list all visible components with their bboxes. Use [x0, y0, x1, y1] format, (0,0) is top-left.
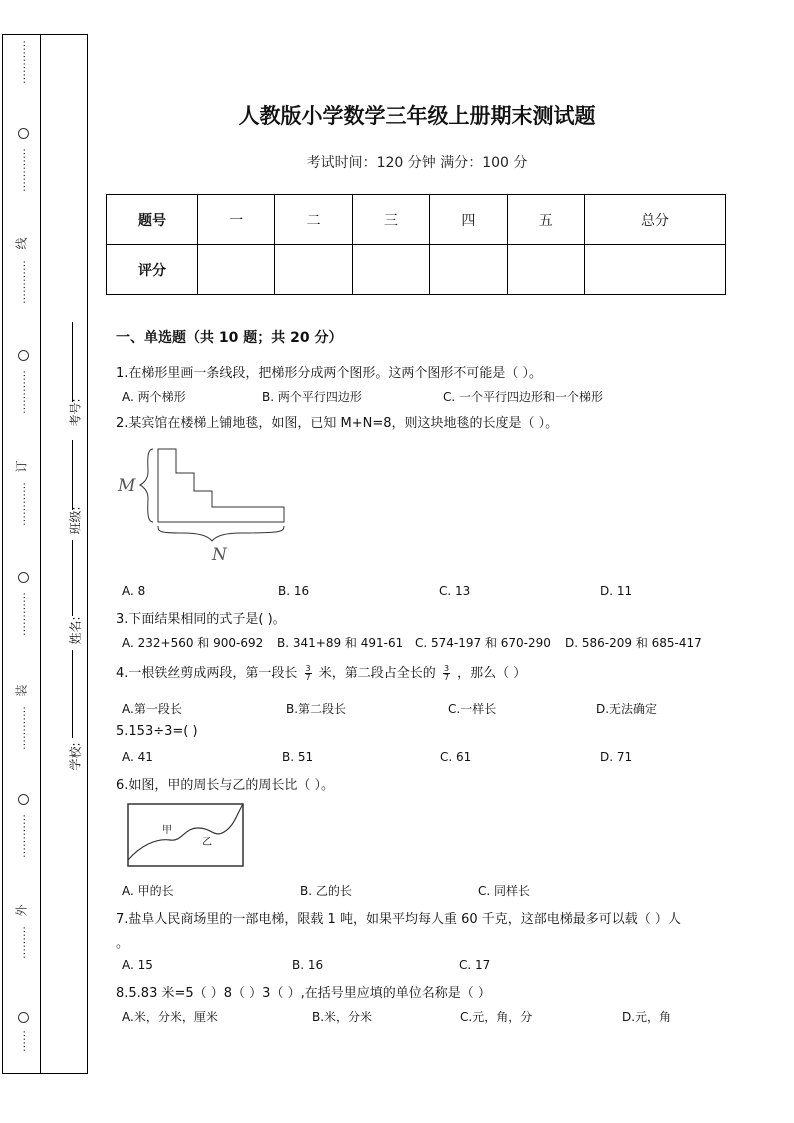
question-3: 3.下面结果相同的式子是( )。 [116, 612, 286, 627]
table-cell: 评分 [107, 245, 198, 295]
dotted-line: ⋯⋯⋯⋯ [18, 814, 31, 858]
dotted-line: ⋯⋯⋯⋯ [18, 148, 31, 192]
option[interactable]: C. 574-197 和 670-290 [415, 636, 551, 650]
table-row [107, 245, 726, 295]
question-1: 1.在梯形里画一条线段，把梯形分成两个图形。这两个图形不可能是（ ）。 [116, 366, 543, 381]
option[interactable]: A. 232+560 和 900-692 [122, 636, 264, 650]
dotted-line: ⋯⋯⋯⋯ [18, 706, 31, 750]
jia-label: 甲 [162, 825, 172, 836]
jia-yi-figure [126, 802, 246, 868]
option[interactable]: A. 两个梯形 [122, 390, 186, 404]
exam-number-label: 考号: [68, 398, 83, 427]
option[interactable]: A. 41 [122, 750, 153, 764]
dotted-line: ⋯⋯⋯⋯ [18, 40, 31, 84]
page-title: 人教版小学数学三年级上册期末测试题 [238, 103, 596, 128]
option[interactable]: C. 13 [439, 584, 471, 598]
option[interactable]: D. 586-209 和 685-417 [565, 636, 702, 650]
binding-circle [18, 1012, 29, 1023]
denominator: 7 [305, 673, 311, 682]
dotted-line: ⋯⋯ [18, 1030, 31, 1052]
name-line[interactable] [72, 540, 73, 616]
option[interactable]: C.元，角，分 [460, 1010, 533, 1024]
dotted-line: ⋯⋯⋯⋯ [18, 482, 31, 526]
option[interactable]: B.米，分米 [312, 1010, 373, 1024]
table-cell: 题号 [107, 195, 198, 245]
question-7-continued: 。 [116, 936, 130, 951]
table-cell: 一 [198, 195, 275, 245]
question-5: 5.153÷3=( ) [116, 724, 198, 739]
question-2: 2.某宾馆在楼梯上铺地毯，如图，已知 M+N=8，则这块地毯的长度是（ ）。 [116, 416, 559, 431]
score-cell[interactable] [352, 245, 429, 295]
option[interactable]: B.第二段长 [286, 702, 347, 716]
score-cell[interactable] [430, 245, 507, 295]
dotted-line: ⋯⋯⋯ [18, 926, 31, 959]
binding-mark: 装 [14, 684, 29, 697]
class-line[interactable] [72, 440, 73, 510]
binding-mark: 线 [14, 237, 29, 250]
fraction [443, 665, 450, 682]
exam-number-line[interactable] [72, 322, 73, 402]
binding-circle [18, 794, 29, 805]
option[interactable]: C.一样长 [448, 702, 497, 716]
question-4 [116, 662, 526, 682]
binding-circle [18, 572, 29, 583]
binding-mark: 外 [14, 904, 29, 917]
binding-circle [18, 350, 29, 361]
yi-label: 乙 [202, 837, 212, 848]
option[interactable]: C. 同样长 [478, 884, 531, 898]
table-row [107, 195, 726, 245]
school-line[interactable] [72, 650, 73, 738]
margin-divider [40, 34, 41, 1074]
table-cell: 五 [507, 195, 584, 245]
stem-part: 4.一根铁丝剪成两段，第一段长 [116, 666, 298, 681]
option[interactable]: B. 51 [282, 750, 314, 764]
dotted-line: ⋯⋯⋯⋯ [18, 370, 31, 414]
name-label: 姓名: [68, 616, 83, 645]
dotted-line: ⋯⋯⋯⋯ [18, 592, 31, 636]
question-6: 6.如图，甲的周长与乙的周长比（ ）。 [116, 778, 335, 793]
dotted-line: ⋯⋯⋯⋯ [18, 260, 31, 304]
option[interactable]: C. 61 [440, 750, 472, 764]
option[interactable]: A.米，分米，厘米 [122, 1010, 218, 1024]
school-label: 学校: [68, 742, 83, 771]
option[interactable]: B. 16 [292, 958, 324, 972]
m-label: M [118, 476, 136, 496]
option[interactable]: D. 11 [600, 584, 633, 598]
table-cell: 三 [352, 195, 429, 245]
option[interactable]: A. 15 [122, 958, 153, 972]
option[interactable]: A. 8 [122, 584, 146, 598]
question-7: 7.盐阜人民商场里的一部电梯，限载 1 吨，如果平均每人重 60 千克，这部电梯最多可以载（ ）人 [116, 912, 681, 927]
option[interactable]: D.元，角 [622, 1010, 672, 1024]
option[interactable]: B. 16 [278, 584, 310, 598]
score-cell[interactable] [198, 245, 275, 295]
fraction [305, 665, 312, 682]
option[interactable]: D. 71 [600, 750, 633, 764]
score-cell[interactable] [275, 245, 352, 295]
score-cell[interactable] [584, 245, 725, 295]
table-cell: 四 [430, 195, 507, 245]
score-table [106, 194, 726, 295]
option[interactable]: B. 341+89 和 491-61 [277, 636, 404, 650]
stem-part: 米，第二段占全长的 [318, 666, 436, 681]
question-8: 8.5.83 米=5（ ）8（ ）3（ ）,在括号里应填的单位名称是（ ） [116, 986, 491, 1001]
n-label: N [212, 545, 227, 565]
option[interactable]: A. 甲的长 [122, 884, 174, 898]
option[interactable]: D.无法确定 [596, 702, 658, 716]
option[interactable]: C. 一个平行四边形和一个梯形 [443, 390, 604, 404]
numerator: 3 [305, 664, 311, 673]
table-cell: 二 [275, 195, 352, 245]
exam-info: 考试时间：120 分钟 满分：100 分 [306, 155, 528, 171]
section-heading: 一、单选题（共 10 题；共 20 分） [116, 330, 343, 346]
binding-mark: 订 [14, 460, 29, 473]
option[interactable]: B. 两个平行四边形 [262, 390, 362, 404]
denominator: 7 [443, 673, 450, 682]
option[interactable]: A.第一段长 [122, 702, 182, 716]
option[interactable]: B. 乙的长 [300, 884, 352, 898]
class-label: 班级: [68, 506, 83, 535]
score-cell[interactable] [507, 245, 584, 295]
table-cell: 总分 [584, 195, 725, 245]
staircase-figure [112, 444, 292, 566]
numerator: 3 [443, 664, 450, 673]
stem-part: ，那么（ ） [457, 666, 527, 681]
option[interactable]: C. 17 [459, 958, 491, 972]
binding-margin [2, 34, 88, 1074]
